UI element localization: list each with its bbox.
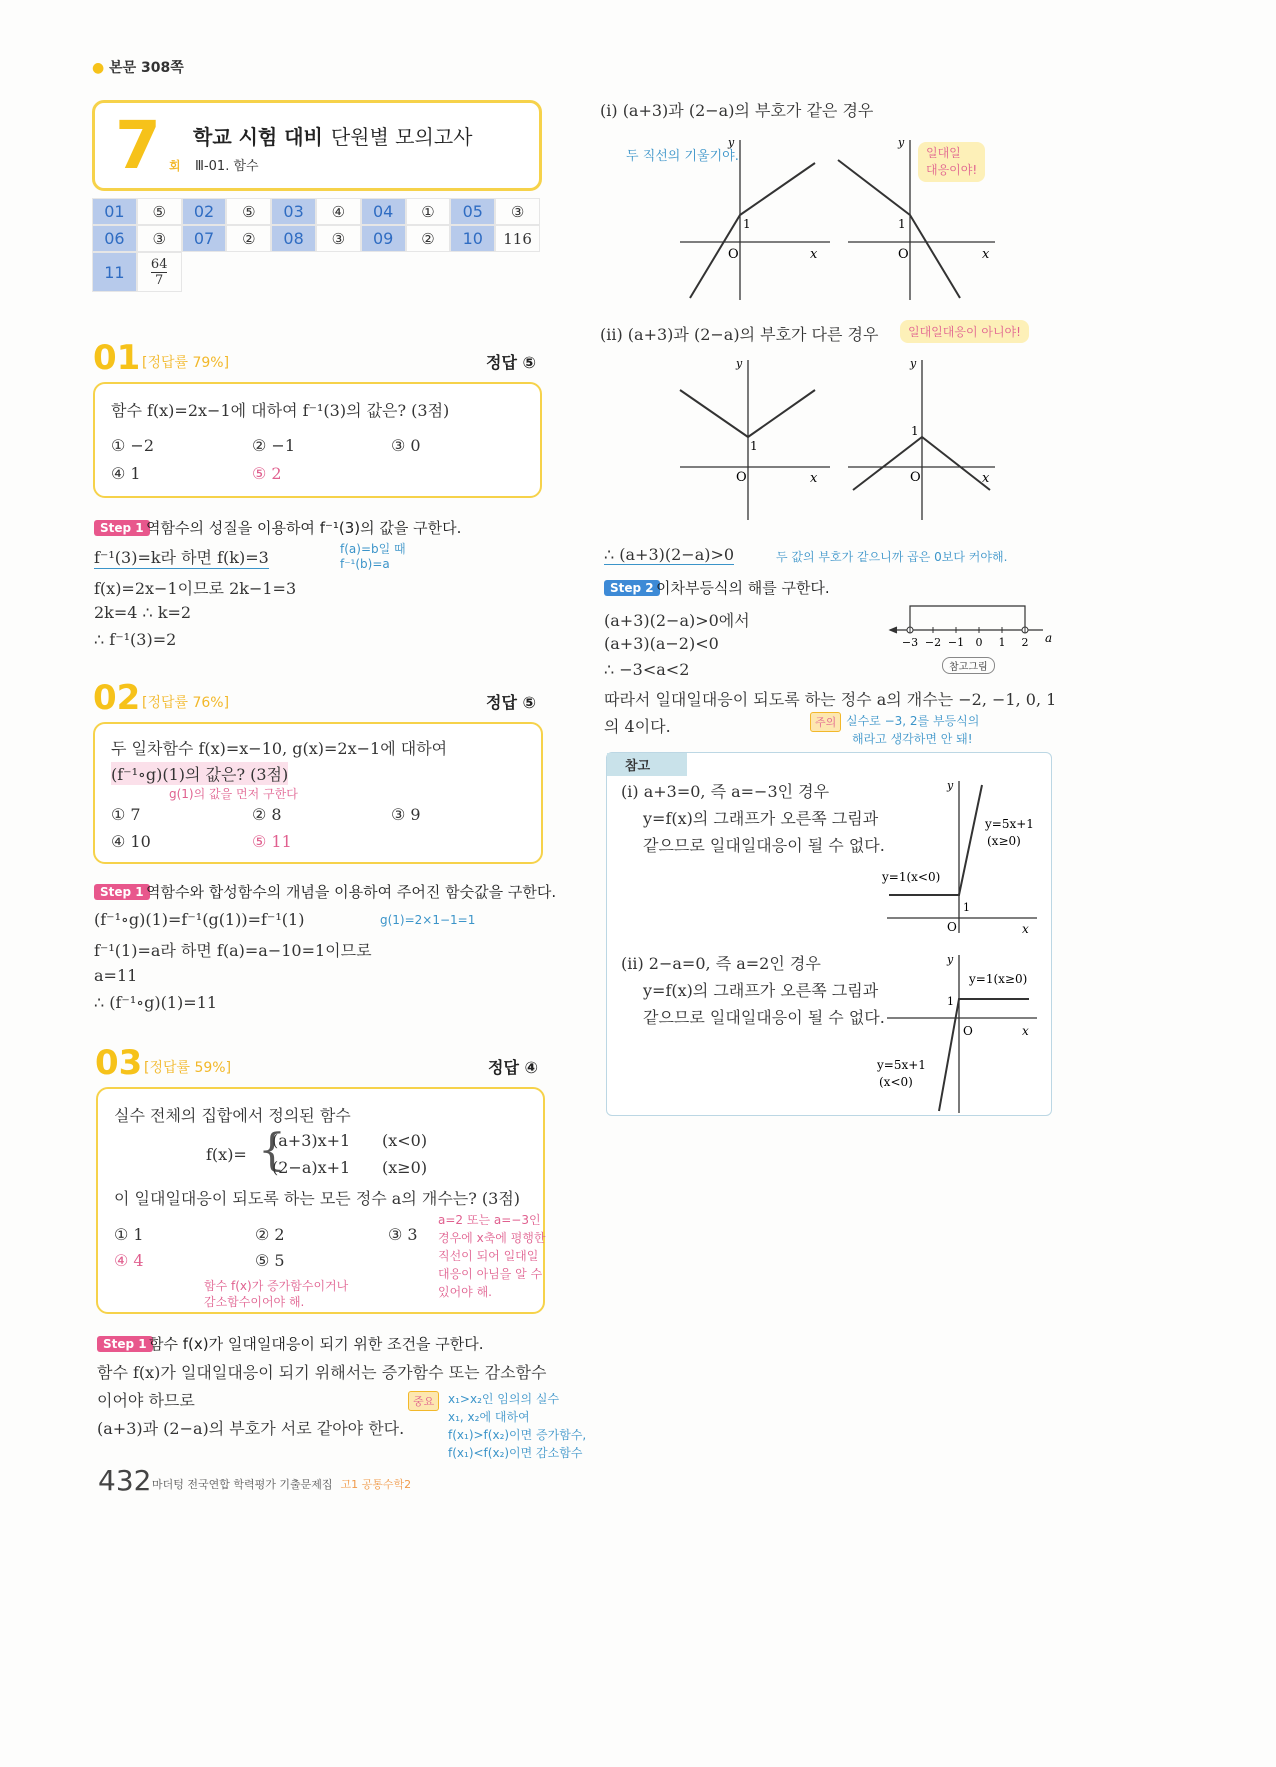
y-label: y [728, 136, 735, 149]
answer-table-number: 02 [182, 198, 227, 225]
choice: ④ 1 [111, 464, 141, 483]
step-title: 이차부등식의 해를 구한다. [656, 579, 830, 597]
origin-label: O [910, 470, 921, 485]
footer-text [152, 1476, 411, 1492]
q03-number: 03 [95, 1043, 143, 1083]
q01-number: 01 [93, 338, 141, 378]
note: 감소함수이어야 해. [204, 1295, 305, 1309]
choice: ③ 9 [391, 805, 421, 824]
choice: ③ 0 [391, 436, 421, 455]
choice-correct: ⑤ 11 [252, 832, 292, 851]
title-line [193, 121, 472, 150]
step-badge: Step 1 [97, 1336, 153, 1352]
q02-rate: [정답률 76%] [142, 695, 230, 711]
graph-label: y=5x+1 [877, 1058, 926, 1072]
answer-table-number: 09 [361, 225, 406, 252]
title-rest: 단원별 모의고사 [330, 125, 473, 149]
answer-table-number: 04 [361, 198, 406, 225]
case2-heading: (ii) (a+3)과 (2−a)의 부호가 다른 경우 [600, 325, 879, 344]
solution-line: 2k=4 ∴ k=2 [94, 603, 192, 622]
origin-label: O [963, 1024, 973, 1038]
answer-table-answer: 116 [495, 225, 540, 252]
origin-label: O [947, 920, 957, 934]
numline-caption: 참고그림 [942, 657, 995, 674]
choice: ⑤ 5 [255, 1251, 285, 1270]
q03-question-box [96, 1087, 545, 1314]
answer-table-number: 01 [92, 198, 137, 225]
ref-line: 같으므로 일대일대응이 될 수 없다. [643, 1008, 885, 1027]
choice: ② −1 [252, 436, 296, 455]
x-label: x [982, 247, 990, 262]
title-bold: 학교 시험 대비 [193, 125, 323, 149]
final-line: 의 4이다. [604, 717, 671, 736]
page-reference [92, 57, 184, 77]
graph-label: y=1(x<0) [882, 870, 941, 884]
one-label: 1 [750, 439, 758, 453]
answer-table-answer: ⑤ [226, 198, 271, 225]
bullet-icon: ● [92, 60, 105, 76]
q02-question: 두 일차함수 f(x)=x−10, g(x)=2x−1에 대하여 [111, 739, 448, 758]
cond: (x≥0) [382, 1158, 428, 1177]
one-label: 1 [743, 217, 751, 231]
solution-line: 함수 f(x)가 일대일대응이 되기 위해서는 증가함수 또는 감소함수 [97, 1363, 547, 1382]
note: 경우에 x축에 평행한 [438, 1231, 546, 1245]
ref-line: (i) a+3=0, 즉 a=−3인 경우 [621, 782, 830, 801]
bubble-text: 일대일 [926, 146, 961, 160]
q02-number: 02 [93, 678, 141, 718]
ref-line: y=f(x)의 그래프가 오른쪽 그림과 [643, 981, 879, 1000]
one-label: 1 [963, 901, 970, 914]
numline-tick-label: −1 [947, 636, 965, 649]
y-label: y [910, 357, 917, 370]
unit-label: Ⅲ-01. 함수 [195, 159, 259, 174]
note: a=2 또는 a=−3인 [438, 1213, 541, 1227]
y-label: y [947, 779, 954, 792]
q02-question-box [93, 722, 543, 864]
numline-tick-label: −3 [901, 636, 919, 649]
q01-question-box [93, 382, 542, 498]
solution-line: 이어야 하므로 [97, 1391, 195, 1410]
q03-answer: 정답 ④ [488, 1058, 539, 1077]
case: (a+3)x+1 [272, 1131, 351, 1150]
step-title: 역함수의 성질을 이용하여 f⁻¹(3)의 값을 구한다. [146, 519, 462, 537]
one-label: 1 [947, 995, 954, 1008]
choice-correct: ⑤ 2 [252, 464, 282, 483]
solution-line: ∴ f⁻¹(3)=2 [94, 630, 177, 649]
graph-label: (x<0) [879, 1075, 913, 1089]
q02-answer: 정답 ⑤ [486, 693, 537, 712]
answer-table-answer [137, 252, 182, 292]
fraction-numerator: 64 [150, 256, 168, 272]
cond: (x<0) [382, 1131, 428, 1150]
choice: ① 7 [111, 805, 141, 824]
note: 해라고 생각하면 안 돼! [852, 732, 973, 746]
step-badge: Step 1 [94, 520, 150, 536]
note: 실수로 −3, 2를 부등식의 [846, 714, 980, 728]
q01-rate: [정답률 79%] [142, 355, 230, 371]
step-badge: Step 1 [94, 884, 150, 900]
note: 함수 f(x)가 증가함수이거나 [204, 1279, 349, 1293]
numline-tick-label: 2 [1021, 636, 1029, 649]
final-line: 따라서 일대일대응이 되도록 하는 정수 a의 개수는 −2, −1, 0, 1 [604, 690, 1057, 709]
answer-table [92, 198, 540, 288]
note: 두 값의 부호가 같으니까 곱은 0보다 커야해. [776, 550, 1008, 564]
note: 직선이 되어 일대일 [438, 1249, 539, 1263]
important-tag: 중요 [408, 1391, 439, 1411]
ref-line: y=f(x)의 그래프가 오른쪽 그림과 [643, 809, 879, 828]
solution-line: a=11 [94, 966, 138, 985]
solution-line: f⁻¹(1)=a라 하면 f(a)=a−10=1이므로 [94, 941, 372, 960]
answer-table-answer: ④ [316, 198, 361, 225]
note: f(x₁)>f(x₂)이면 증가함수, [448, 1428, 587, 1442]
warn-tag: 주의 [810, 712, 841, 732]
solution-line: (a+3)(2−a)>0에서 [604, 611, 750, 630]
note: 있어야 해. [438, 1285, 492, 1299]
brace: { [258, 1125, 286, 1176]
answer-table-number: 11 [92, 252, 137, 292]
y-label: y [736, 357, 743, 370]
important-note [448, 1390, 586, 1462]
step-title: 역함수와 합성함수의 개념을 이용하여 주어진 함숫값을 구한다. [146, 883, 557, 901]
ref-line: (ii) 2−a=0, 즉 a=2인 경우 [621, 954, 821, 973]
reference-title: 참고 [607, 753, 687, 776]
answer-table-number: 10 [450, 225, 495, 252]
choice: ① 1 [114, 1225, 144, 1244]
q01-question: 함수 f(x)=2x−1에 대하여 f⁻¹(3)의 값은? (3점) [111, 401, 450, 420]
step-badge: Step 2 [604, 580, 660, 596]
solution-line: f⁻¹(3)=k라 하면 f(k)=3 [94, 545, 269, 569]
case2-bubble: 일대일대응이 아니야! [900, 320, 1029, 343]
note: g(1)=2×1−1=1 [380, 913, 476, 927]
one-label: 1 [911, 424, 919, 438]
reference-graphs [877, 773, 1047, 1113]
q01-answer: 정답 ⑤ [486, 353, 537, 372]
func-lhs: f(x)= [206, 1145, 247, 1164]
solution-line: (a+3)(a−2)<0 [604, 634, 719, 653]
x-label: x [1022, 922, 1029, 936]
note: f(x₁)<f(x₂)이면 감소함수 [448, 1446, 583, 1460]
choice: ④ 10 [111, 832, 151, 851]
solution-line: f(x)=2x−1이므로 2k−1=3 [94, 579, 297, 598]
choice-correct: ④ 4 [114, 1251, 144, 1270]
step-title: 함수 f(x)가 일대일대응이 되기 위한 조건을 구한다. [149, 1335, 484, 1353]
one-label: 1 [898, 217, 906, 231]
origin-label: O [736, 470, 747, 485]
numline-tick-label: 1 [998, 636, 1006, 649]
q03-question: 이 일대일대응이 되도록 하는 모든 정수 a의 개수는? (3점) [114, 1189, 521, 1208]
note2 [438, 1211, 545, 1301]
subject: 고1 공통수학2 [340, 1478, 412, 1491]
q03-rate: [정답률 59%] [144, 1060, 232, 1076]
answer-table-number: 06 [92, 225, 137, 252]
round-suffix: 회 [169, 159, 181, 173]
answer-table-number: 08 [271, 225, 316, 252]
answer-table-answer: ① [406, 198, 451, 225]
book-title: 마더텅 전국연합 학력평가 기출문제집 [152, 1478, 333, 1491]
conclusion: ∴ (a+3)(2−a)>0 [604, 545, 735, 564]
answer-table-number: 05 [450, 198, 495, 225]
choice: ③ 3 [388, 1225, 418, 1244]
x-label: x [1022, 1024, 1029, 1038]
reference-box [606, 752, 1052, 1116]
bubble-text: 대응이야! [926, 163, 978, 177]
solution-line: (f⁻¹∘g)(1)=f⁻¹(g(1))=f⁻¹(1) [94, 910, 305, 929]
note: 두 직선의 기울기야. [626, 149, 739, 164]
q03-question: 실수 전체의 집합에서 정의된 함수 [114, 1106, 351, 1125]
note: 대응이 아님을 알 수 [438, 1267, 543, 1281]
solution-line: ∴ (f⁻¹∘g)(1)=11 [94, 993, 218, 1012]
answer-table-answer: ② [406, 225, 451, 252]
answer-table-number: 07 [182, 225, 227, 252]
choice: ② 2 [255, 1225, 285, 1244]
case2-graphs [660, 355, 1020, 525]
q02-question: (f⁻¹∘g)(1)의 값은? (3점) [111, 762, 288, 785]
page-number: 432 [98, 1464, 152, 1497]
graph-label: y=5x+1 [985, 817, 1034, 831]
y-label: y [898, 136, 905, 149]
answer-table-answer: ③ [316, 225, 361, 252]
solution-line: (a+3)과 (2−a)의 부호가 서로 같아야 한다. [97, 1419, 405, 1438]
note: x₁>x₂인 임의의 실수 [448, 1392, 560, 1406]
x-label: x [982, 471, 990, 486]
graph-label: y=1(x≥0) [969, 972, 1028, 986]
x-label: x [810, 247, 818, 262]
hint: g(1)의 값을 먼저 구한다 [169, 787, 298, 801]
note: x₁, x₂에 대하여 [448, 1410, 530, 1424]
case: (2−a)x+1 [272, 1158, 351, 1177]
answer-table-answer: ③ [137, 225, 182, 252]
x-label: x [810, 471, 818, 486]
numline-var: a [1045, 631, 1053, 645]
round-number: 7 [115, 107, 161, 184]
solution-line: ∴ −3<a<2 [604, 660, 690, 679]
case1-heading: (i) (a+3)과 (2−a)의 부호가 같은 경우 [600, 101, 874, 120]
answer-table-number: 03 [271, 198, 316, 225]
ref-line: 같으므로 일대일대응이 될 수 없다. [643, 836, 885, 855]
ref-text: 본문 308쪽 [109, 60, 184, 76]
y-label: y [947, 953, 954, 966]
numline-tick-label: 0 [975, 636, 983, 649]
number-line [885, 598, 1060, 654]
note: f(a)=b일 때 [340, 542, 406, 556]
answer-table-answer: ② [226, 225, 271, 252]
choice: ② 8 [252, 805, 282, 824]
origin-label: O [898, 247, 909, 262]
graph-label: (x≥0) [987, 834, 1021, 848]
numline-tick-label: −2 [924, 636, 942, 649]
title-box [92, 100, 542, 191]
case1-graphs [660, 130, 1020, 310]
choice: ① −2 [111, 436, 155, 455]
note: f⁻¹(b)=a [340, 557, 390, 571]
answer-table-answer: ⑤ [137, 198, 182, 225]
origin-label: O [728, 247, 739, 262]
fraction-denominator: 7 [155, 272, 164, 288]
answer-table-answer: ③ [495, 198, 540, 225]
